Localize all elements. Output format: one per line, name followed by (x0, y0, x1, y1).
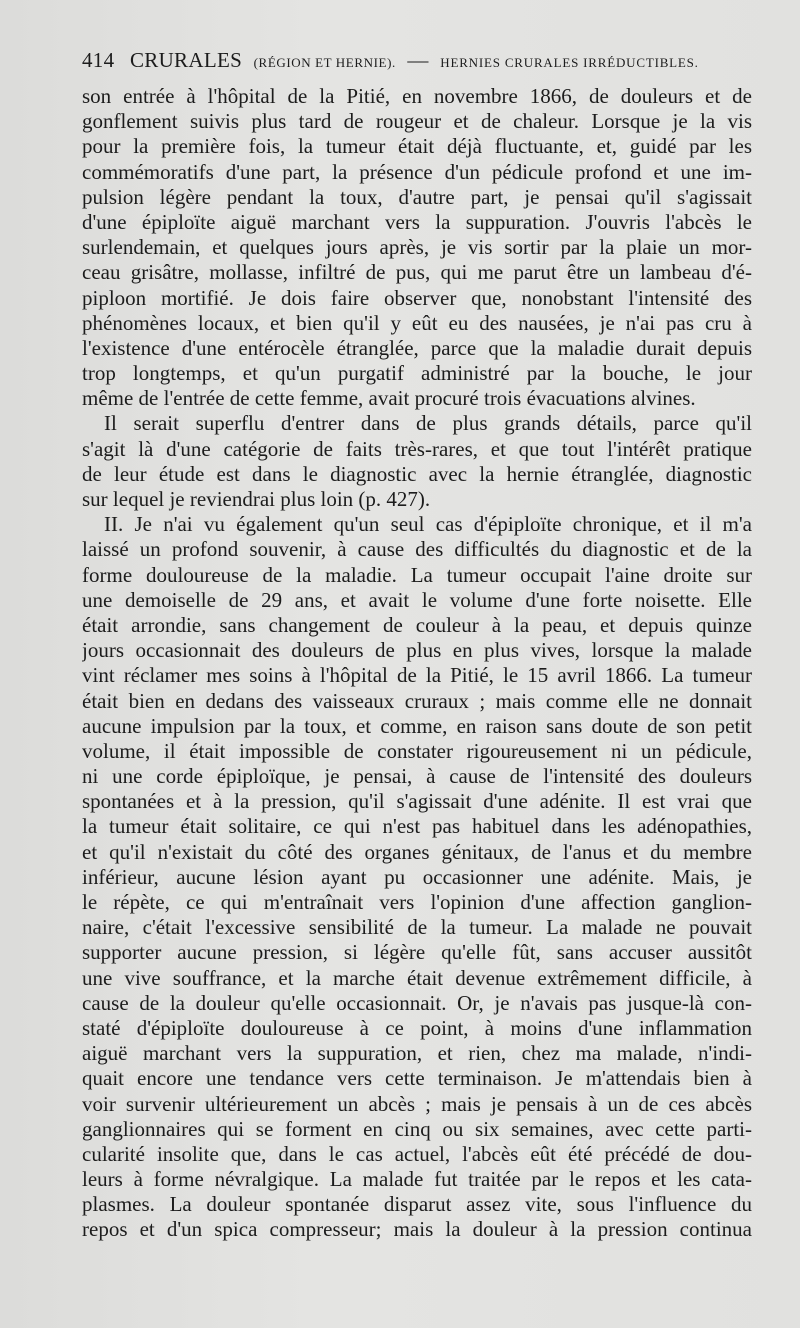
text-line: le répète, ce qui m'entraînait vers l'opinion d'une affection ganglion- (82, 890, 752, 914)
text-line: repos et d'un spica compresseur; mais la douleur à la pression continua (82, 1217, 752, 1242)
text-line: une demoiselle de 29 ans, et avait le volume d'une forte noisette. Elle (82, 587, 752, 612)
text-line: vint réclamer mes soins à l'hôpital de la Pitié, le 15 avril 1866. La tumeur (82, 663, 752, 688)
text-line: surlendemain, et quelques jours après, je vis sortir par la plaie un mor- (82, 235, 752, 260)
text-line: staté d'épiploïte douloureuse à ce point, à moins d'une inflammation (82, 1015, 752, 1040)
text-line: une vive souffrance, et la marche était devenue extrêmement difficile, à (82, 965, 752, 990)
text-line: supporter aucune pression, si légère qu'elle fût, sans accuser aussitôt (82, 940, 752, 965)
text-line: spontanées et à la pression, qu'il s'agissait d'une adénite. Il est vrai que (82, 789, 752, 814)
header-separator: — (407, 48, 429, 72)
text-line: aucune impulsion par la toux, et comme, en raison sans doute de son petit (82, 713, 752, 738)
text-line: forme douloureuse de la maladie. La tumeur occupait l'aine droite sur (82, 562, 752, 587)
text-line: pulsion légère pendant la toux, d'autre part, je pensai qu'il s'agissait (82, 184, 752, 209)
text-line: naire, c'était l'excessive sensibilité de la tumeur. La malade ne pouvait (82, 915, 752, 940)
text-line: trop longtemps, et qu'un purgatif administré par la bouche, le jour (82, 361, 752, 386)
text-line: d'une épiploïte aiguë marchant vers la suppuration. J'ouvris l'abcès le (82, 209, 752, 234)
text-line: commémoratifs d'une part, la présence d'un pédicule profond et une im- (82, 159, 752, 184)
text-line: ceau grisâtre, mollasse, infiltré de pus, qui me parut être un lambeau d'é- (82, 260, 752, 285)
text-line: inférieur, aucune lésion ayant pu occasionner une adénite. Mais, je (82, 864, 752, 889)
text-line: l'existence d'une entérocèle étranglée, parce que la maladie durait depuis (82, 335, 752, 360)
text-line: était arrondie, sans changement de couleur à la peau, et depuis quinze (82, 612, 752, 637)
text-line: gonflement suivis plus tard de rougeur et de chaleur. Lorsque je la vis (82, 109, 752, 134)
text-line: leurs à forme névralgique. La malade fut traitée par le repos et les cata- (82, 1167, 752, 1192)
text-line: s'agit là d'une catégorie de faits très-rares, et que tout l'intérêt pratique (82, 436, 752, 461)
text-line: plasmes. La douleur spontanée disparut assez vite, sous l'influence du (82, 1192, 752, 1217)
text-line: pour la première fois, la tumeur était déjà fluctuante, et, guidé par les (82, 134, 752, 159)
text-line: cause de la douleur qu'elle occasionnait. Or, je n'avais pas jusque-là con- (82, 990, 752, 1015)
text-line: la tumeur était solitaire, ce qui n'est pas habituel dans les adénopathies, (82, 814, 752, 839)
text-line: phénomènes locaux, et bien qu'il y eût eu des nausées, je n'ai pas cru à (82, 310, 752, 335)
header-running-title: HERNIES CRURALES IRRÉDUCTIBLES. (440, 55, 699, 70)
text-line: et qu'il n'existait du côté des organes génitaux, de l'anus et du membre (82, 839, 752, 864)
text-line: de leur étude est dans le diagnostic avec la hernie étranglée, diagnostic (82, 461, 752, 486)
text-line: son entrée à l'hôpital de la Pitié, en novembre 1866, de douleurs et de (82, 84, 752, 108)
text-line: jours occasionnait des douleurs de plus en plus vives, lorsque la malade (82, 638, 752, 663)
text-line: aiguë marchant vers la suppuration, et rien, chez ma malade, n'indi- (82, 1041, 752, 1066)
page-number: 414 (82, 48, 115, 72)
text-line: sur lequel je reviendrai plus loin (p. 427). (82, 487, 431, 511)
text-line: ni une corde épiploïque, je pensai, à cause de l'intensité des douleurs (82, 764, 752, 789)
text-line: cularité insolite que, dans le cas actuel, l'abcès eût été précédé de dou- (82, 1141, 752, 1166)
body-text (82, 84, 752, 1243)
text-line: voir survenir ultérieurement un abcès ; mais je pensais à un de ces abcès (82, 1091, 752, 1116)
text-line: quait encore une tendance vers cette terminaison. Je m'attendais bien à (82, 1066, 752, 1091)
header-title: CRURALES (129, 48, 243, 72)
header-subtitle: (RÉGION ET HERNIE). (253, 55, 396, 70)
text-line: ganglionnaires qui se forment en cinq ou six semaines, avec cette parti- (82, 1116, 752, 1141)
text-line: Il serait superflu d'entrer dans de plus grands détails, parce qu'il (104, 411, 752, 436)
text-line: volume, il était impossible de constater rigoureusement ni un pédicule, (82, 738, 752, 763)
running-header (82, 48, 752, 73)
text-line: même de l'entrée de cette femme, avait procuré trois évacuations alvines. (82, 386, 696, 411)
text-line: était bien en dedans des vaisseaux cruraux ; mais comme elle ne donnait (82, 688, 752, 713)
text-line: laissé un profond souvenir, à cause des difficultés du diagnostic et de la (82, 537, 752, 562)
text-line: piploon mortifié. Je dois faire observer que, nonobstant l'intensité des (82, 285, 752, 310)
text-line: II. Je n'ai vu également qu'un seul cas d'épiploïte chronique, et il m'a (104, 512, 752, 537)
